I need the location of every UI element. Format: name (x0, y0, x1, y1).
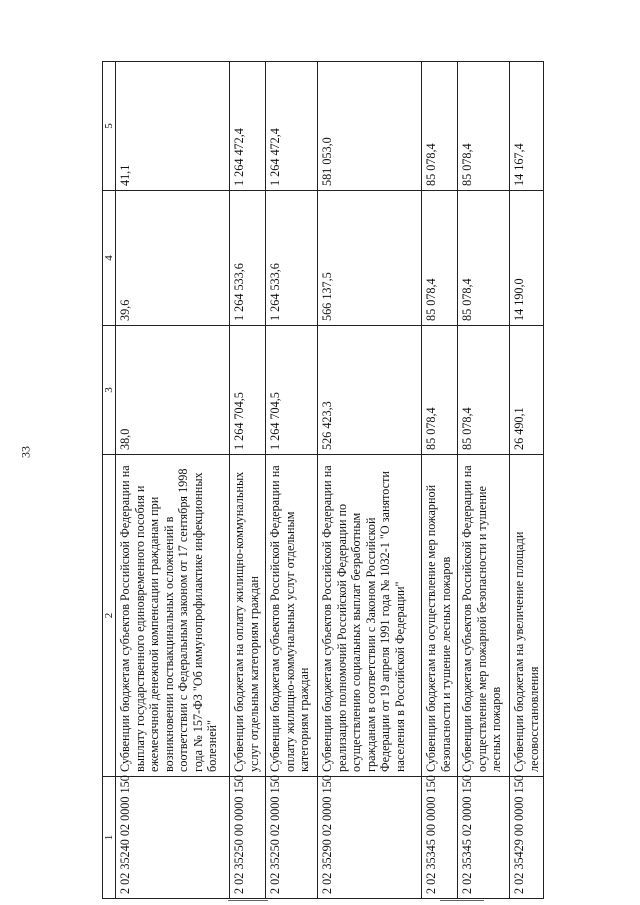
row-value-3: 526 423,3 (318, 326, 422, 455)
row-code: 2 02 35345 00 0000 150 (422, 777, 458, 899)
row-value-4: 1 264 533,6 (230, 191, 266, 326)
header-col-3: 3 (103, 326, 116, 455)
table-row (458, 62, 510, 899)
subvention-table (102, 61, 544, 899)
row-code: 2 02 35429 00 0000 150 (510, 777, 544, 899)
row-name: Субвенции бюджетам на осуществление мер пожарной безопасности и тушение лесных пожаров (422, 455, 458, 777)
table-row (510, 62, 544, 899)
row-value-3: 1 264 704,5 (230, 326, 266, 455)
header-col-5: 5 (103, 62, 116, 191)
row-value-5: 581 053,0 (318, 62, 422, 191)
row-name: Субвенции бюджетам субъектов Российской Федерации на оплату жилищно-коммунальных услуг отдельным категориям граждан (266, 455, 318, 777)
row-value-5: 14 167,4 (510, 62, 544, 191)
table-row (116, 62, 230, 899)
row-name: Субвенции бюджетам субъектов Российской Федерации на выплату государственного единовременного пособия и ежемесячной денежной компенсации гражданам при возникновении поствакцинальных осложнений в соответствии с Федеральным законом от 17 сентября 1998 года № 157-ФЗ "Об иммунопрофилактике инфекционных болезней" (116, 455, 230, 777)
header-row (103, 62, 116, 899)
table-row (318, 62, 422, 899)
table-container (102, 62, 541, 899)
page-number: 33 (18, 446, 33, 458)
row-value-4: 1 264 533,6 (266, 191, 318, 326)
header-col-2: 2 (103, 455, 116, 777)
row-value-4: 14 190,0 (510, 191, 544, 326)
header-col-1: 1 (103, 777, 116, 899)
row-code: 2 02 35290 02 0000 150 (318, 777, 422, 899)
row-value-5: 85 078,4 (458, 62, 510, 191)
row-value-3: 85 078,4 (458, 326, 510, 455)
row-code: 2 02 35345 02 0000 150 (458, 777, 510, 899)
row-name: Субвенции бюджетам на оплату жилищно-коммунальных услуг отдельным категориям граждан (230, 455, 266, 777)
table-row (266, 62, 318, 899)
row-value-3: 38,0 (116, 326, 230, 455)
scan-edge-marks (0, 896, 640, 905)
row-value-3: 26 490,1 (510, 326, 544, 455)
row-value-4: 85 078,4 (422, 191, 458, 326)
table-row (230, 62, 266, 899)
rotated-table-frame (102, 62, 541, 899)
row-value-5: 1 264 472,4 (230, 62, 266, 191)
table-row (422, 62, 458, 899)
row-value-4: 85 078,4 (458, 191, 510, 326)
row-value-5: 1 264 472,4 (266, 62, 318, 191)
row-value-5: 41,1 (116, 62, 230, 191)
row-value-3: 1 264 704,5 (266, 326, 318, 455)
row-code: 2 02 35250 02 0000 150 (266, 777, 318, 899)
row-name: Субвенции бюджетам на увеличение площади лесовосстановления (510, 455, 544, 777)
row-name: Субвенции бюджетам субъектов Российской Федерации на реализацию полномочий Российской Федерации по осуществлению социальных выплат безработным гражданам в соответствии с Законом Российской Федерации от 19 апреля 1991 года № 1032-1 "О занятости населения в Российской Федерации" (318, 455, 422, 777)
row-value-4: 566 137,5 (318, 191, 422, 326)
row-value-4: 39,6 (116, 191, 230, 326)
scan-mark (440, 900, 484, 901)
row-name: Субвенции бюджетам субъектов Российской Федерации на осуществление мер пожарной безопасности и тушение лесных пожаров (458, 455, 510, 777)
scan-mark (228, 900, 268, 901)
row-value-5: 85 078,4 (422, 62, 458, 191)
row-code: 2 02 35250 00 0000 150 (230, 777, 266, 899)
row-value-3: 85 078,4 (422, 326, 458, 455)
row-code: 2 02 35240 02 0000 150 (116, 777, 230, 899)
header-col-4: 4 (103, 191, 116, 326)
